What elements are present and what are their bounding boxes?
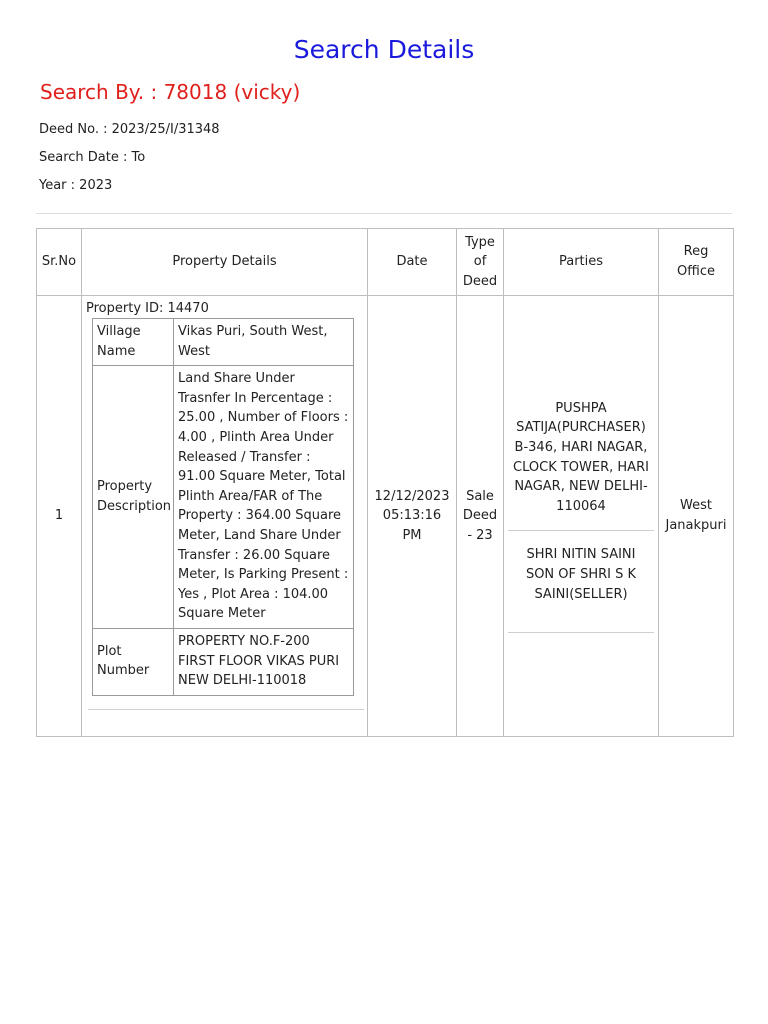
header-sr-no: Sr.No: [37, 229, 82, 296]
table-header-row: [37, 229, 734, 296]
cell-reg-office: West Janakpuri: [659, 296, 734, 737]
property-description-label: Property Description: [93, 366, 174, 629]
divider: [36, 213, 732, 214]
header-property-details: Property Details: [82, 229, 368, 296]
cell-date: 12/12/2023 05:13:16 PM: [368, 296, 457, 737]
property-id: Property ID: 14470: [86, 301, 209, 316]
party-divider-end: [508, 632, 654, 633]
plot-number-row: [93, 628, 354, 695]
search-by-heading: Search By. : 78018 (vicky): [40, 80, 301, 104]
search-results-table: [36, 228, 734, 737]
plot-number-value: PROPERTY NO.F-200 FIRST FLOOR VIKAS PURI NEW DELHI-110018: [174, 628, 354, 695]
cell-type-of-deed: Sale Deed - 23: [457, 296, 504, 737]
header-type-of-deed: Type of Deed: [457, 229, 504, 296]
party-divider: [508, 530, 654, 531]
property-description-row: [93, 366, 354, 629]
header-date: Date: [368, 229, 457, 296]
page-title: Search Details: [293, 35, 475, 64]
deed-number: Deed No. : 2023/25/I/31348: [39, 122, 220, 137]
seller-name: SHRI NITIN SAINI SON OF SHRI S K SAINI: [525, 547, 637, 602]
cell-parties: [504, 296, 659, 737]
seller-role: (SELLER): [569, 586, 628, 602]
header-parties: Parties: [504, 229, 659, 296]
search-date: Search Date : To: [39, 150, 146, 165]
header-reg-office: Reg Office: [659, 229, 734, 296]
cell-sr-no: 1: [37, 296, 82, 737]
plot-number-label: Plot Number: [93, 628, 174, 695]
purchaser-entry: [508, 399, 654, 517]
village-name-label: Village Name: [93, 319, 174, 366]
search-year: Year : 2023: [39, 178, 113, 193]
purchaser-address: B-346, HARI NAGAR, CLOCK TOWER, HARI NAGAR, NEW DELHI-110064: [513, 440, 649, 514]
cell-property-details: [82, 296, 368, 737]
property-divider: [88, 709, 364, 710]
village-name-value: Vikas Puri, South West, West: [174, 319, 354, 366]
purchaser-role: (PURCHASER): [556, 420, 646, 436]
purchaser-name: PUSHPA SATIJA: [516, 400, 607, 436]
property-description-value: Land Share Under Trasnfer In Percentage : 25.00 , Number of Floors : 4.00 , Plinth Area Under Released / Transfer : 91.00 Square Meter, Total Plinth Area/FAR of The Property : 364.00 Square Meter, Land Share Under Transfer : 26.00 Square Meter, Is Parking Present : Yes , Plot Area : 104.00 Square Meter: [174, 366, 354, 629]
property-details-table: [92, 318, 354, 696]
table-row: [37, 296, 734, 737]
seller-entry: [508, 545, 654, 604]
village-name-row: [93, 319, 354, 366]
